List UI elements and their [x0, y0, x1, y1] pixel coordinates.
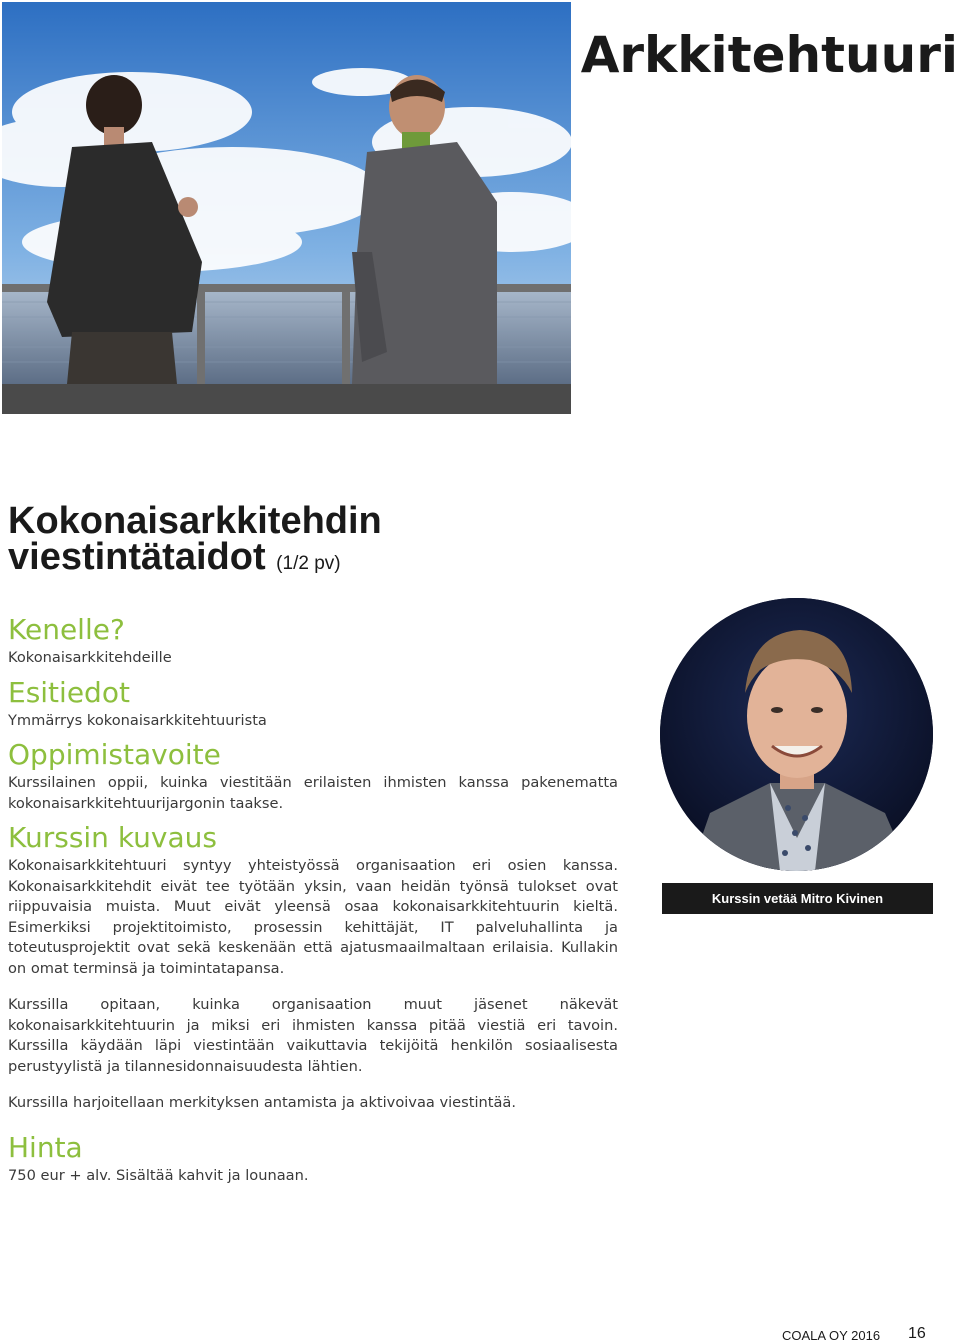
objective-text: Kurssilainen oppii, kuinka viestitään erilaisten ihmisten kanssa pakenematta kokonaisarkkitehtuurijargonin taakse. [8, 774, 618, 812]
prerequisites-text: Ymmärrys kokonaisarkkitehtuurista [8, 711, 267, 729]
balcony-photo-illustration [2, 2, 571, 414]
objective-heading: Oppimistavoite [8, 738, 221, 771]
course-title [8, 500, 382, 582]
audience-heading: Kenelle? [8, 613, 125, 646]
description-heading: Kurssin kuvaus [8, 821, 217, 854]
instructor-portrait [660, 598, 933, 871]
description-paragraph-3: Kurssilla harjoitellaan merkityksen antamista ja aktivoivaa viestintää. [8, 1094, 517, 1111]
course-title-line1: Kokonaisarkkitehdin [8, 500, 382, 542]
description-paragraph-1: Kokonaisarkkitehtuuri syntyy yhteistyössä organisaation eri osien kanssa. Kokonaisarkkitehdit eivät tee työtään yksin, vaan heidän työnsä tulokset ovat riippuvaisia muista. Muut eivät yleensä osaa kokonaisarkkitehtuurin kieltä. Esimerkiksi projektitoimisto, prosessin kehittäjät, IT palveluhallinta ja toteutusprojektit ovat sekä keskenään että ajatusmaailmaltaan erilaisia. Kullakin on omat terminsä ja toimintatapansa. [8, 857, 618, 977]
audience-text: Kokonaisarkkitehdeille [8, 649, 172, 666]
description-paragraph-2: Kurssilla opitaan, kuinka organisaation muut jäsenet näkevät kokonaisarkkitehtuurin ja miksi eri ihmisten kanssa pitää viestiä eri tavoin. Kurssilla käydään läpi viestintään vaikuttavia tekijöitä henkilön sosiaalisesta perustyylistä ja tilannesidonnaisuudesta lähtien. [8, 996, 618, 1075]
header-photo [2, 2, 571, 414]
price-heading: Hinta [8, 1130, 83, 1164]
course-duration: (1/2 pv) [276, 553, 341, 574]
section-title: Arkkitehtuuri [580, 26, 958, 84]
course-content [8, 612, 618, 1186]
instructor-caption: Kurssin vetää Mitro Kivinen [662, 883, 933, 914]
prerequisites-heading: Esitiedot [8, 675, 130, 709]
page-number: 16 [908, 1325, 926, 1342]
price-text: 750 eur + alv. Sisältää kahvit ja lounaan. [8, 1166, 309, 1184]
course-title-line2: viestintätaidot [8, 536, 266, 578]
footer-organization: COALA OY 2016 [782, 1328, 881, 1343]
instructor-portrait-illustration [660, 598, 933, 871]
